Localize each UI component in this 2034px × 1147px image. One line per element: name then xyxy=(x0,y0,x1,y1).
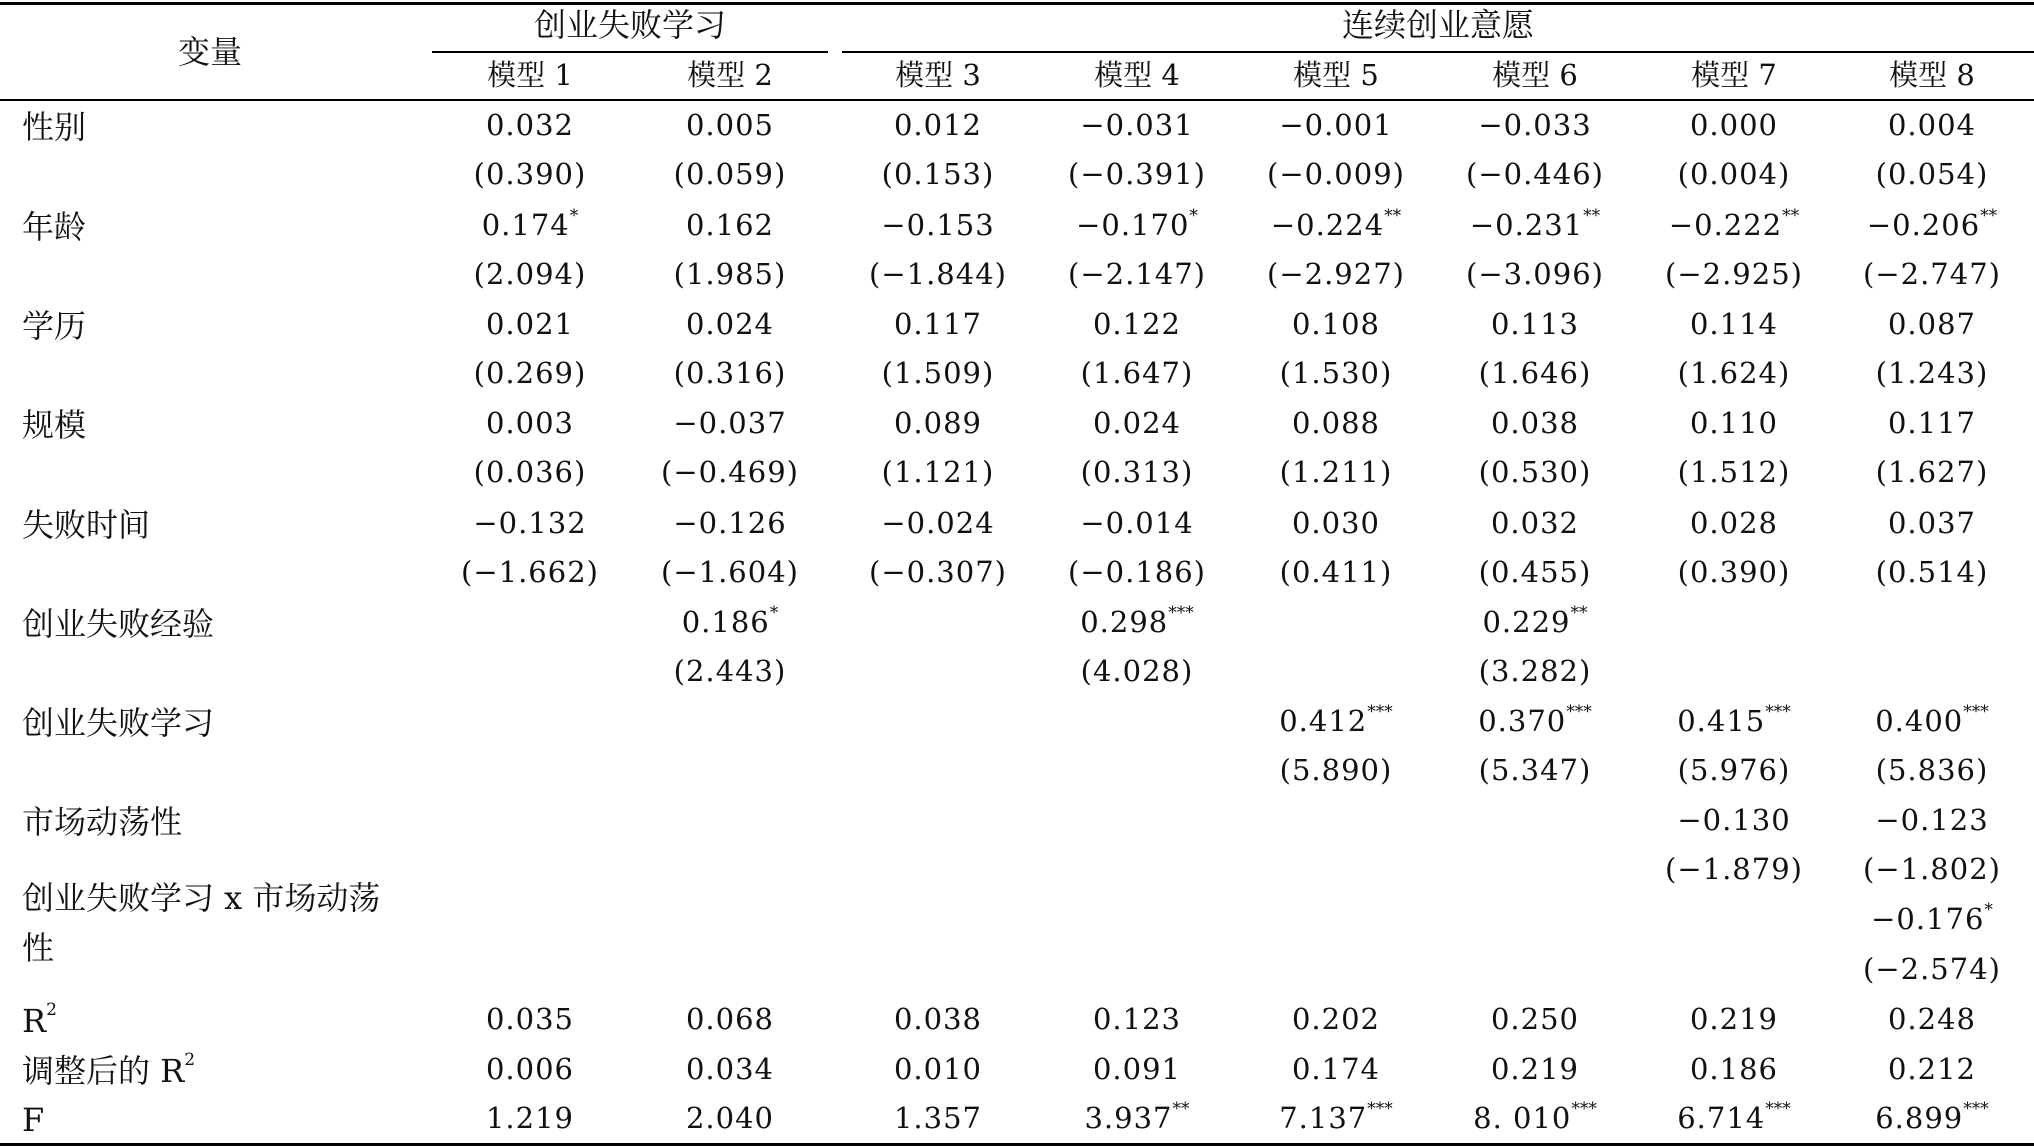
coefficient-cell: −0.014 xyxy=(1080,506,1194,540)
coefficient-cell: 0.012 xyxy=(893,108,983,142)
t-stat-cell: (−1.604) xyxy=(661,555,799,589)
t-stat-cell: (0.530) xyxy=(1478,455,1592,489)
coefficient-cell: 0.003 xyxy=(485,406,575,440)
t-stat-cell: (2.443) xyxy=(673,654,787,688)
t-stat-cell: (0.514) xyxy=(1875,555,1989,589)
t-stat-cell: (−1.879) xyxy=(1665,852,1803,886)
stat-cell: 0.202 xyxy=(1291,1002,1381,1036)
coefficient-cell: −0.123 xyxy=(1875,803,1989,837)
coefficient-cell: 0.021 xyxy=(485,307,575,341)
t-stat-cell: (1.647) xyxy=(1080,356,1194,390)
model-header-7: 模型 7 xyxy=(1691,58,1777,92)
model-header-4: 模型 4 xyxy=(1094,58,1180,92)
coefficient-cell: 0.113 xyxy=(1490,307,1580,341)
stat-cell: 0.186 xyxy=(1689,1052,1779,1086)
stat-cell: 0.212 xyxy=(1887,1052,1977,1086)
row-label: 创业失败学习 xyxy=(22,704,215,742)
significance-marker: *** xyxy=(1367,1099,1393,1119)
significance-marker: ** xyxy=(1583,206,1601,226)
model-header-8: 模型 8 xyxy=(1889,58,1975,92)
coefficient-cell: 0.037 xyxy=(1887,506,1977,540)
stat-cell: 6.899*** xyxy=(1875,1099,1989,1135)
t-stat-cell: (0.059) xyxy=(673,157,787,191)
stat-cell: 8. 010*** xyxy=(1473,1099,1597,1135)
row-label: 创业失败学习 x 市场动荡 xyxy=(22,879,381,917)
t-stat-cell: (0.411) xyxy=(1279,555,1393,589)
t-stat-cell: (1.646) xyxy=(1478,356,1592,390)
coefficient-cell: −0.126 xyxy=(673,506,787,540)
row-label: 年龄 xyxy=(22,208,87,246)
coefficient-cell: 0.110 xyxy=(1689,406,1779,440)
stat-cell: 0.219 xyxy=(1490,1052,1580,1086)
coefficient-cell: 0.122 xyxy=(1092,307,1182,341)
stat-cell: 0.248 xyxy=(1887,1002,1977,1036)
stat-label: $R^2$ xyxy=(22,1000,57,1040)
t-stat-cell: (−1.802) xyxy=(1863,852,2001,886)
significance-marker: ** xyxy=(1172,1099,1190,1119)
t-stat-cell: (−0.009) xyxy=(1267,157,1405,191)
coefficient-cell: −0.176* xyxy=(1871,900,1993,936)
model-header-6: 模型 6 xyxy=(1492,58,1578,92)
t-stat-cell: (−0.186) xyxy=(1068,555,1206,589)
stat-cell: 7.137*** xyxy=(1279,1099,1393,1135)
coefficient-cell: 0.004 xyxy=(1887,108,1977,142)
coefficient-cell: −0.033 xyxy=(1478,108,1592,142)
t-stat-cell: (−2.927) xyxy=(1267,257,1405,291)
t-stat-cell: (−2.574) xyxy=(1863,952,2001,986)
coefficient-cell: 0.024 xyxy=(685,307,775,341)
t-stat-cell: (1.530) xyxy=(1279,356,1393,390)
coefficient-cell: 0.117 xyxy=(1887,406,1977,440)
coefficient-cell: −0.037 xyxy=(673,406,787,440)
coefficient-cell: 0.028 xyxy=(1689,506,1779,540)
superscript: 2 xyxy=(184,1050,196,1070)
stat-cell: 6.714*** xyxy=(1677,1099,1791,1135)
coefficient-cell: 0.229** xyxy=(1482,603,1588,639)
stat-cell: 0.123 xyxy=(1092,1002,1182,1036)
coefficient-cell: −0.132 xyxy=(473,506,587,540)
stat-cell: 0.006 xyxy=(485,1052,575,1086)
row-label-continued: 性 xyxy=(22,929,55,967)
coefficient-cell: −0.031 xyxy=(1080,108,1194,142)
t-stat-cell: (0.036) xyxy=(473,455,587,489)
variable-header: 变量 xyxy=(178,33,243,71)
coefficient-cell: 0.117 xyxy=(893,307,983,341)
group-header-intention: 连续创业意愿 xyxy=(1341,6,1534,44)
stat-cell: 0.250 xyxy=(1490,1002,1580,1036)
group-header-learning: 创业失败学习 xyxy=(533,6,726,44)
significance-marker: *** xyxy=(1168,603,1194,623)
coefficient-cell: 0.400*** xyxy=(1875,702,1989,738)
coefficient-cell: 0.412*** xyxy=(1279,702,1393,738)
coefficient-cell: −0.206** xyxy=(1866,206,1998,242)
stat-cell: 0.068 xyxy=(685,1002,775,1036)
bottom-rule xyxy=(0,1143,2034,1146)
stat-cell: 2.040 xyxy=(685,1101,775,1135)
model-header-2: 模型 2 xyxy=(687,58,773,92)
coefficient-cell: −0.224** xyxy=(1270,206,1402,242)
coefficient-cell: 0.024 xyxy=(1092,406,1182,440)
t-stat-cell: (0.390) xyxy=(1677,555,1791,589)
t-stat-cell: (5.836) xyxy=(1875,753,1989,787)
t-stat-cell: (4.028) xyxy=(1080,654,1194,688)
significance-marker: *** xyxy=(1963,1099,1989,1119)
t-stat-cell: (1.985) xyxy=(673,257,787,291)
t-stat-cell: (−3.096) xyxy=(1466,257,1604,291)
stat-cell: 0.035 xyxy=(485,1002,575,1036)
row-label: 失败时间 xyxy=(22,506,151,544)
model-header-1: 模型 1 xyxy=(487,58,573,92)
t-stat-cell: (1.243) xyxy=(1875,356,1989,390)
row-label: 规模 xyxy=(22,406,87,444)
stat-cell: 0.091 xyxy=(1092,1052,1182,1086)
stat-cell: 1.219 xyxy=(485,1101,575,1135)
row-label: 性别 xyxy=(22,108,87,146)
group-underline-intention xyxy=(842,51,2034,53)
significance-marker: * xyxy=(569,206,579,226)
coefficient-cell: 0.370*** xyxy=(1478,702,1592,738)
t-stat-cell: (−2.925) xyxy=(1665,257,1803,291)
coefficient-cell: −0.231** xyxy=(1469,206,1601,242)
t-stat-cell: (0.455) xyxy=(1478,555,1592,589)
stat-label: 调整后的 $R^2$ xyxy=(22,1050,196,1090)
t-stat-cell: (−1.844) xyxy=(869,257,1007,291)
coefficient-cell: 0.005 xyxy=(685,108,775,142)
t-stat-cell: (0.054) xyxy=(1875,157,1989,191)
row-label: 创业失败经验 xyxy=(22,605,215,643)
stat-cell: 0.010 xyxy=(893,1052,983,1086)
superscript: 2 xyxy=(46,1000,57,1020)
stat-cell: 0.038 xyxy=(893,1002,983,1036)
t-stat-cell: (−0.446) xyxy=(1466,157,1604,191)
coefficient-cell: 0.162 xyxy=(685,208,775,242)
significance-marker: * xyxy=(1189,206,1198,226)
coefficient-cell: 0.087 xyxy=(1887,307,1977,341)
model-header-5: 模型 5 xyxy=(1293,58,1379,92)
coefficient-cell: 0.108 xyxy=(1291,307,1381,341)
t-stat-cell: (0.269) xyxy=(473,356,587,390)
coefficient-cell: 0.186* xyxy=(681,603,779,639)
row-label: 学历 xyxy=(22,307,87,345)
coefficient-cell: 0.032 xyxy=(485,108,575,142)
stat-label: F xyxy=(22,1101,45,1139)
significance-marker: *** xyxy=(1963,702,1989,722)
t-stat-cell: (1.627) xyxy=(1875,455,1989,489)
coefficient-cell: 0.415*** xyxy=(1677,702,1791,738)
t-stat-cell: (0.390) xyxy=(473,157,587,191)
header-rule xyxy=(0,99,2034,101)
group-underline-learning xyxy=(432,51,828,53)
t-stat-cell: (1.509) xyxy=(881,356,995,390)
t-stat-cell: (−0.391) xyxy=(1068,157,1206,191)
coefficient-cell: 0.030 xyxy=(1291,506,1381,540)
significance-marker: *** xyxy=(1765,702,1791,722)
coefficient-cell: −0.170* xyxy=(1076,206,1198,242)
significance-marker: *** xyxy=(1367,702,1393,722)
stat-cell: 3.937** xyxy=(1084,1099,1190,1135)
t-stat-cell: (0.153) xyxy=(881,157,995,191)
coefficient-cell: 0.114 xyxy=(1689,307,1779,341)
significance-marker: ** xyxy=(1384,206,1402,226)
top-rule xyxy=(0,2,2034,5)
t-stat-cell: (−1.662) xyxy=(461,555,599,589)
t-stat-cell: (3.282) xyxy=(1478,654,1592,688)
t-stat-cell: (2.094) xyxy=(473,257,587,291)
stat-cell: 0.174 xyxy=(1291,1052,1381,1086)
significance-marker: *** xyxy=(1566,702,1592,722)
significance-marker: *** xyxy=(1765,1099,1791,1119)
t-stat-cell: (5.347) xyxy=(1478,753,1592,787)
coefficient-cell: −0.153 xyxy=(881,208,995,242)
t-stat-cell: (−0.469) xyxy=(661,455,799,489)
t-stat-cell: (5.976) xyxy=(1677,753,1791,787)
coefficient-cell: 0.174* xyxy=(481,206,579,242)
significance-marker: ** xyxy=(1980,206,1998,226)
coefficient-cell: 0.088 xyxy=(1291,406,1381,440)
coefficient-cell: 0.038 xyxy=(1490,406,1580,440)
t-stat-cell: (0.313) xyxy=(1080,455,1194,489)
coefficient-cell: 0.298*** xyxy=(1080,603,1194,639)
t-stat-cell: (1.121) xyxy=(881,455,995,489)
t-stat-cell: (0.004) xyxy=(1677,157,1791,191)
coefficient-cell: −0.222** xyxy=(1668,206,1800,242)
t-stat-cell: (−2.747) xyxy=(1863,257,2001,291)
significance-marker: *** xyxy=(1571,1099,1597,1119)
stat-cell: 0.219 xyxy=(1689,1002,1779,1036)
coefficient-cell: 0.000 xyxy=(1689,108,1779,142)
t-stat-cell: (−0.307) xyxy=(869,555,1007,589)
stat-cell: 0.034 xyxy=(685,1052,775,1086)
significance-marker: ** xyxy=(1570,603,1588,623)
coefficient-cell: −0.001 xyxy=(1279,108,1393,142)
coefficient-cell: −0.024 xyxy=(881,506,995,540)
stat-cell: 1.357 xyxy=(893,1101,983,1135)
t-stat-cell: (5.890) xyxy=(1279,753,1393,787)
t-stat-cell: (1.624) xyxy=(1677,356,1791,390)
model-header-3: 模型 3 xyxy=(895,58,981,92)
t-stat-cell: (1.211) xyxy=(1279,455,1393,489)
coefficient-cell: 0.032 xyxy=(1490,506,1580,540)
row-label: 市场动荡性 xyxy=(22,803,183,841)
significance-marker: * xyxy=(769,603,779,623)
significance-marker: ** xyxy=(1782,206,1800,226)
significance-marker: * xyxy=(1984,900,1993,920)
coefficient-cell: −0.130 xyxy=(1677,803,1791,837)
t-stat-cell: (−2.147) xyxy=(1068,257,1206,291)
t-stat-cell: (0.316) xyxy=(673,356,787,390)
coefficient-cell: 0.089 xyxy=(893,406,983,440)
t-stat-cell: (1.512) xyxy=(1677,455,1791,489)
